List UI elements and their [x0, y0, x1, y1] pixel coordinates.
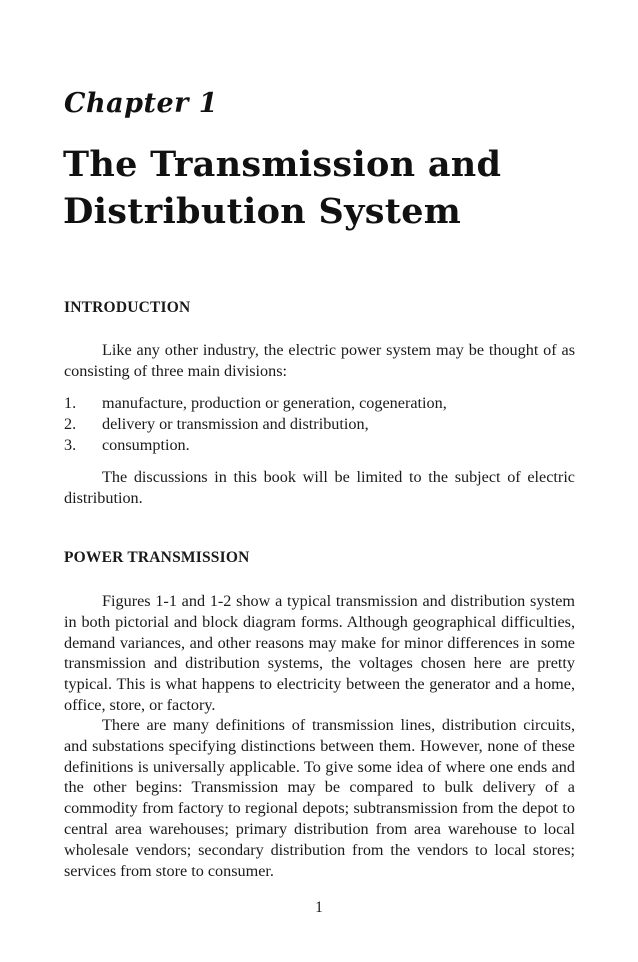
- transmission-paragraph-2: There are many definitions of transmission lines, distribution circuits, and substations specifying distinctions between them. However, none of these definitions is universally applicable. To give some idea of where one ends and the other begins: Transmission may be compared to bulk delivery of a commodity from factory to regional depots; subtransmission from the depot to central area warehouses; primary distribution from area warehouse to local wholesale vendors; secondary distribution from the vendors to local stores; services from store to consumer.: [64, 716, 575, 880]
- section-heading-introduction: INTRODUCTION: [64, 299, 191, 316]
- list-item-text: delivery or transmission and distribution,: [102, 415, 369, 433]
- list-item-text: consumption.: [102, 436, 190, 454]
- chapter-title: The Transmission and Distribution System: [63, 144, 502, 232]
- list-item: [64, 435, 575, 456]
- list-item: [64, 393, 575, 414]
- intro-closing-paragraph: The discussions in this book will be limited to the subject of electric distribution.: [64, 468, 575, 507]
- chapter-label: Chapter 1: [64, 88, 219, 119]
- list-item-text: manufacture, production or generation, cogeneration,: [102, 394, 447, 412]
- page-number: 1: [315, 899, 323, 916]
- list-item: [64, 414, 575, 435]
- list-item-number: 3.: [64, 436, 77, 454]
- transmission-paragraph-1: Figures 1-1 and 1-2 show a typical transmission and distribution system in both pictorial and block diagram forms. Although geographical difficulties, demand variances, and other reasons may make for minor differences in some transmission and distribution systems, the voltages chosen here are pretty typical. This is what happens to electricity between the generator and a home, office, store, or factory.: [64, 592, 575, 714]
- intro-paragraph: Like any other industry, the electric power system may be thought of as consisting of three main divisions:: [64, 341, 575, 380]
- list-item-number: 2.: [64, 415, 77, 433]
- list-item-number: 1.: [64, 394, 77, 412]
- divisions-list: [64, 393, 575, 456]
- section-heading-power-transmission: POWER TRANSMISSION: [64, 549, 250, 566]
